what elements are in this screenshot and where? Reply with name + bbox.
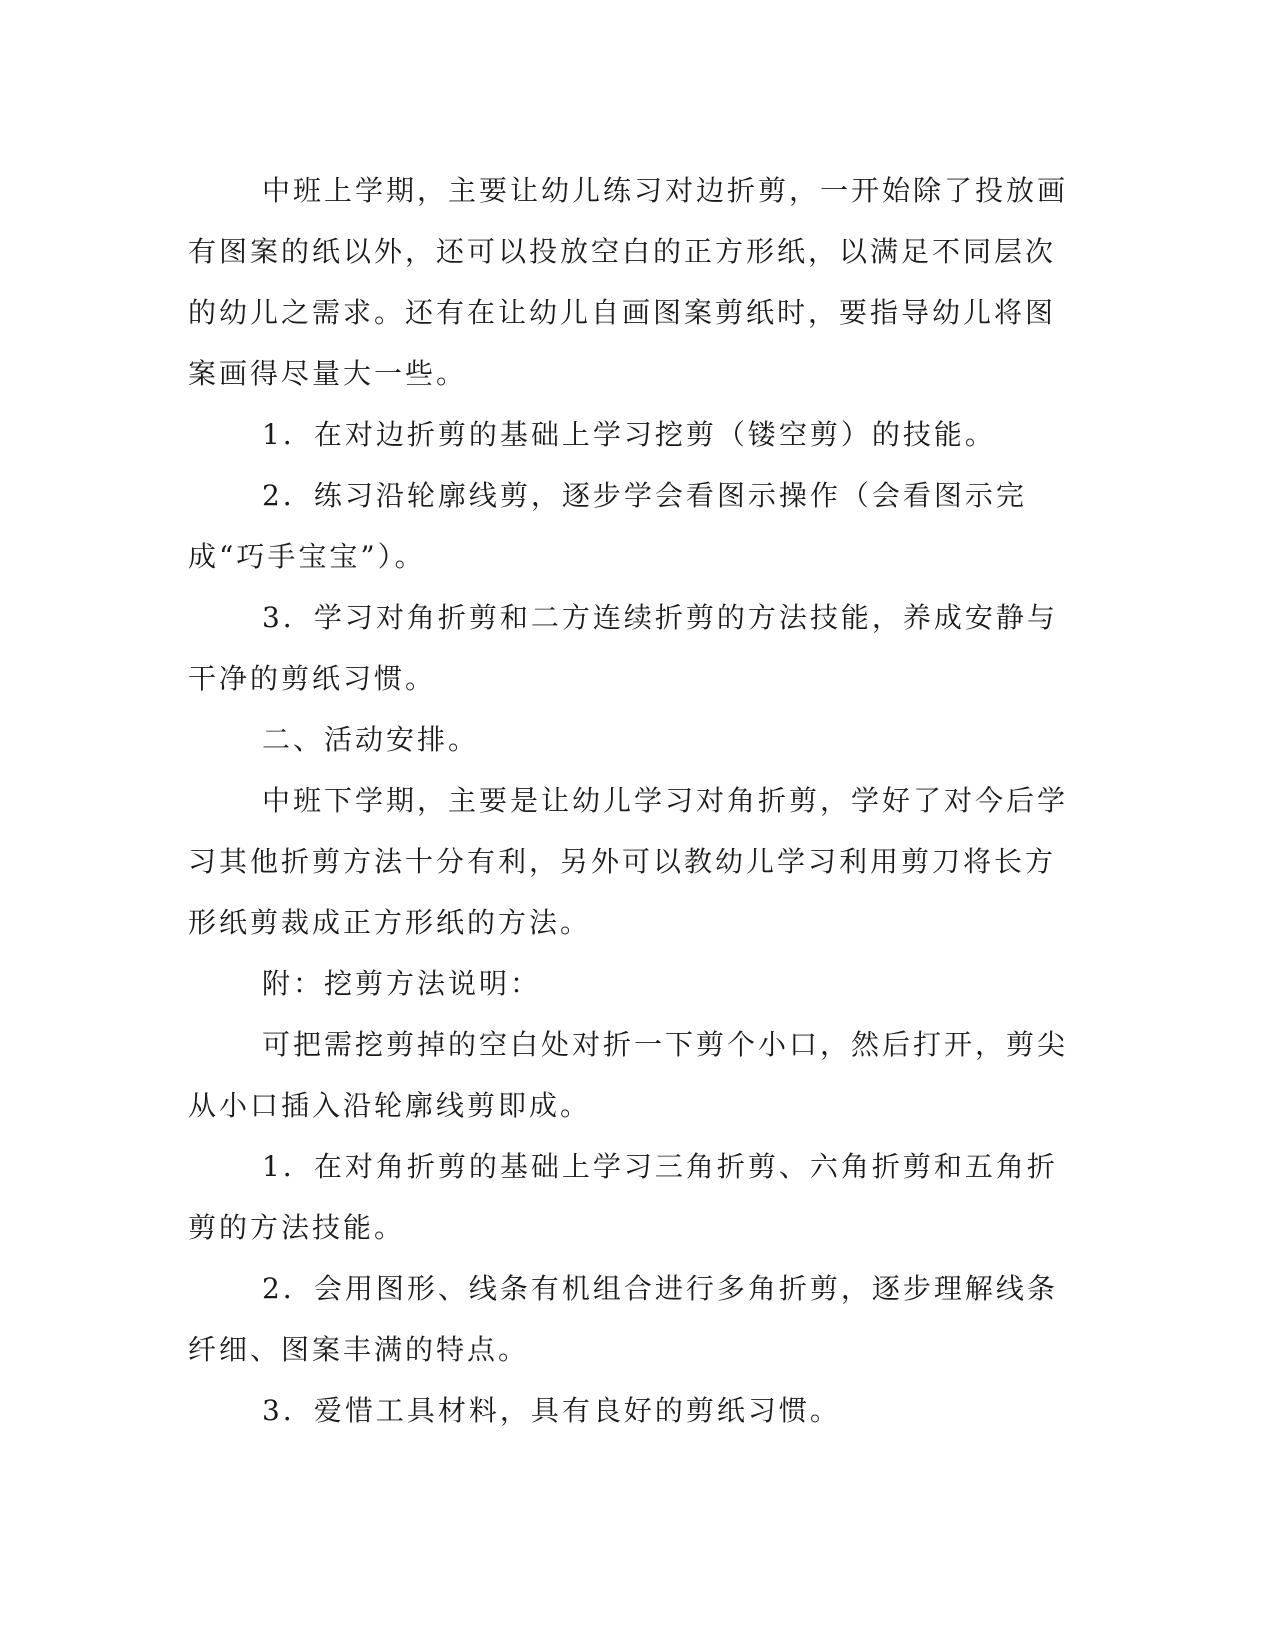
appendix-heading: 附：挖剪方法说明： (262, 967, 542, 1000)
paragraph-goal-1: 1．在对边折剪的基础上学习挖剪（镂空剪）的技能。 (262, 418, 996, 451)
paragraph-goal-3: 3．学习对角折剪和二方连续折剪的方法技能，养成安静与干净的剪纸习惯。 (188, 601, 1058, 695)
paragraph-intro-second-term: 中班下学期，主要是让幼儿学习对角折剪，学好了对今后学习其他折剪方法十分有利，另外可以教幼儿学习利用剪刀将长方形纸剪裁成正方形纸的方法。 (188, 784, 1069, 939)
section-heading-activity-arrangement: 二、活动安排。 (262, 723, 480, 756)
paragraph-second-goal-1: 1．在对角折剪的基础上学习三角折剪、六角折剪和五角折剪的方法技能。 (188, 1150, 1058, 1244)
paragraph-cutting-method: 可把需挖剪掉的空白处对折一下剪个小口，然后打开，剪尖从小口插入沿轮廓线剪即成。 (188, 1028, 1069, 1122)
paragraph-intro-first-term: 中班上学期，主要让幼儿练习对边折剪，一开始除了投放画有图案的纸以外，还可以投放空白的正方形纸，以满足不同层次的幼儿之需求。还有在让幼儿自画图案剪纸时，要指导幼儿将图案画得尽量大一些。 (188, 174, 1069, 390)
paragraph-second-goal-3: 3．爱惜工具材料，具有良好的剪纸习惯。 (262, 1394, 841, 1427)
paragraph-second-goal-2: 2．会用图形、线条有机组合进行多角折剪，逐步理解线条纤细、图案丰满的特点。 (188, 1272, 1058, 1366)
document-body (188, 160, 1068, 1441)
paragraph-goal-2: 2．练习沿轮廓线剪，逐步学会看图示操作（会看图示完成“巧手宝宝”）。 (188, 479, 1027, 573)
